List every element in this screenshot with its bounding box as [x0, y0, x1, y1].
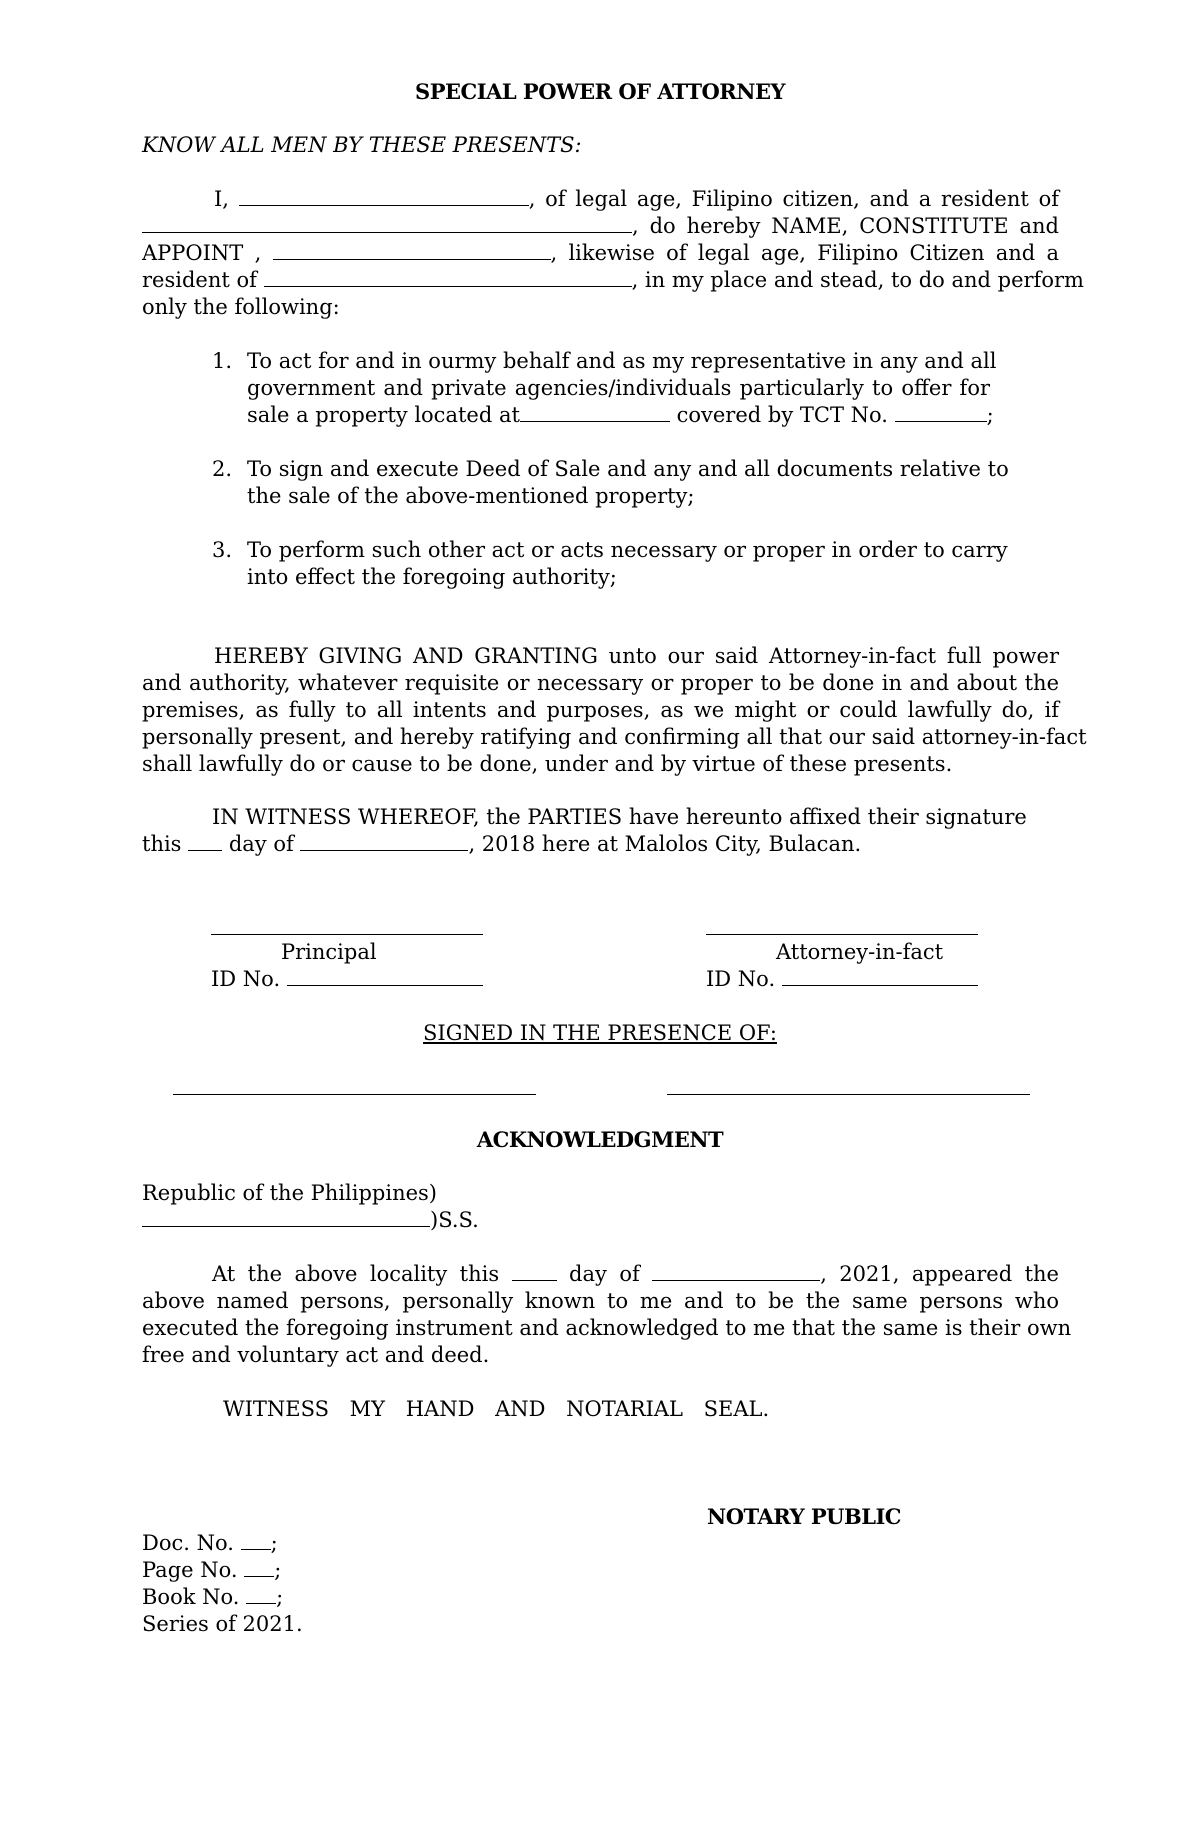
locality-blank[interactable]: [142, 1209, 430, 1227]
witness-month-blank[interactable]: [300, 833, 468, 851]
witness-line-1: IN WITNESS WHEREOF, the PARTIES have hereunto affixed their signature: [212, 805, 1027, 829]
tct-number-blank[interactable]: [895, 404, 987, 422]
principal-name-blank[interactable]: [239, 188, 529, 206]
item-1-number: 1.: [212, 349, 233, 373]
granting-line-2: and authority, whatever requisite or necessary or proper to be done in and about the: [142, 671, 1059, 695]
attorney-label: Attorney-in-fact: [776, 940, 944, 964]
granting-line-5: shall lawfully do or cause to be done, under and by virtue of these presents.: [142, 752, 953, 776]
item-3-number: 3.: [212, 538, 233, 562]
attorney-signature-line[interactable]: [706, 934, 978, 935]
ack-day-blank[interactable]: [512, 1263, 557, 1281]
series-line: Series of 2021.: [142, 1612, 303, 1636]
document-title: SPECIAL POWER OF ATTORNEY: [415, 79, 785, 104]
ack-line-2: above named persons, personally known to me and to be the same persons who: [142, 1289, 1059, 1313]
witness-2-signature-line[interactable]: [667, 1094, 1030, 1095]
item-2-line-1: To sign and execute Deed of Sale and any and all documents relative to: [247, 457, 1009, 481]
witness-line-2: this day of , 2018 here at Malolos City, Bulacan.: [142, 832, 862, 856]
acknowledgment-title: ACKNOWLEDGMENT: [476, 1127, 724, 1152]
presence-heading: SIGNED IN THE PRESENCE OF:: [423, 1021, 777, 1045]
ack-line-1: At the above locality this day of , 2021, appeared the: [212, 1262, 1059, 1286]
item-2-line-2: the sale of the above-mentioned property;: [247, 484, 695, 508]
appointment-line-3: APPOINT , , likewise of legal age, Filipino Citizen and a: [142, 241, 1060, 265]
item-1-line-2: government and private agencies/individuals particularly to offer for: [247, 376, 990, 400]
property-location-blank[interactable]: [520, 404, 670, 422]
ack-month-blank[interactable]: [652, 1263, 820, 1281]
appointment-line-5: only the following:: [142, 295, 340, 319]
ack-line-4: free and voluntary act and deed.: [142, 1343, 490, 1367]
appointment-line-2: , do hereby NAME, CONSTITUTE and: [142, 213, 1059, 240]
book-no-line: Book No. ;: [142, 1585, 284, 1609]
attorney-name-blank[interactable]: [273, 242, 551, 260]
notarial-seal-line: WITNESS MY HAND AND NOTARIAL SEAL.: [223, 1397, 770, 1421]
book-no-blank[interactable]: [246, 1586, 276, 1604]
principal-id-line: ID No.: [211, 966, 483, 993]
item-2-number: 2.: [212, 457, 233, 481]
principal-address-blank[interactable]: [142, 215, 632, 233]
item-1-line-3: sale a property located at covered by TCT No. ;: [247, 403, 994, 427]
doc-no-blank[interactable]: [241, 1532, 271, 1550]
attorney-id-line: ID No.: [706, 966, 978, 993]
item-3-line-2: into effect the foregoing authority;: [247, 565, 617, 589]
principal-signature-line[interactable]: [211, 934, 483, 935]
page-no-blank[interactable]: [244, 1559, 274, 1577]
granting-line-1: HEREBY GIVING AND GRANTING unto our said Attorney-in-fact full power: [214, 644, 1059, 668]
item-3-line-1: To perform such other act or acts necessary or proper in order to carry: [247, 538, 1008, 562]
witness-day-blank[interactable]: [188, 833, 222, 851]
granting-line-3: premises, as fully to all intents and purposes, as we might or could lawfully do, if: [142, 698, 1059, 722]
item-1-line-1: To act for and in ourmy behalf and as my representative in any and all: [247, 349, 997, 373]
intro-line: KNOW ALL MEN BY THESE PRESENTS:: [142, 133, 582, 157]
appointment-line-1: I, , of legal age, Filipino citizen, and a resident of: [214, 187, 1059, 211]
notary-public-label: NOTARY PUBLIC: [707, 1504, 902, 1529]
republic-line: Republic of the Philippines): [142, 1181, 438, 1205]
ss-line: )S.S.: [142, 1207, 479, 1234]
principal-id-blank[interactable]: [287, 968, 483, 986]
granting-line-4: personally present, and hereby ratifying and confirming all that our said attorney-in-fact: [142, 725, 1087, 749]
witness-1-signature-line[interactable]: [173, 1094, 536, 1095]
appointment-line-4: resident of , in my place and stead, to do and perform: [142, 268, 1084, 292]
ack-line-3: executed the foregoing instrument and acknowledged to me that the same is their own: [142, 1316, 1072, 1340]
principal-label: Principal: [281, 940, 377, 964]
page-no-line: Page No. ;: [142, 1558, 282, 1582]
doc-no-line: Doc. No. ;: [142, 1531, 278, 1555]
attorney-id-blank[interactable]: [782, 968, 978, 986]
attorney-address-blank[interactable]: [264, 269, 632, 287]
